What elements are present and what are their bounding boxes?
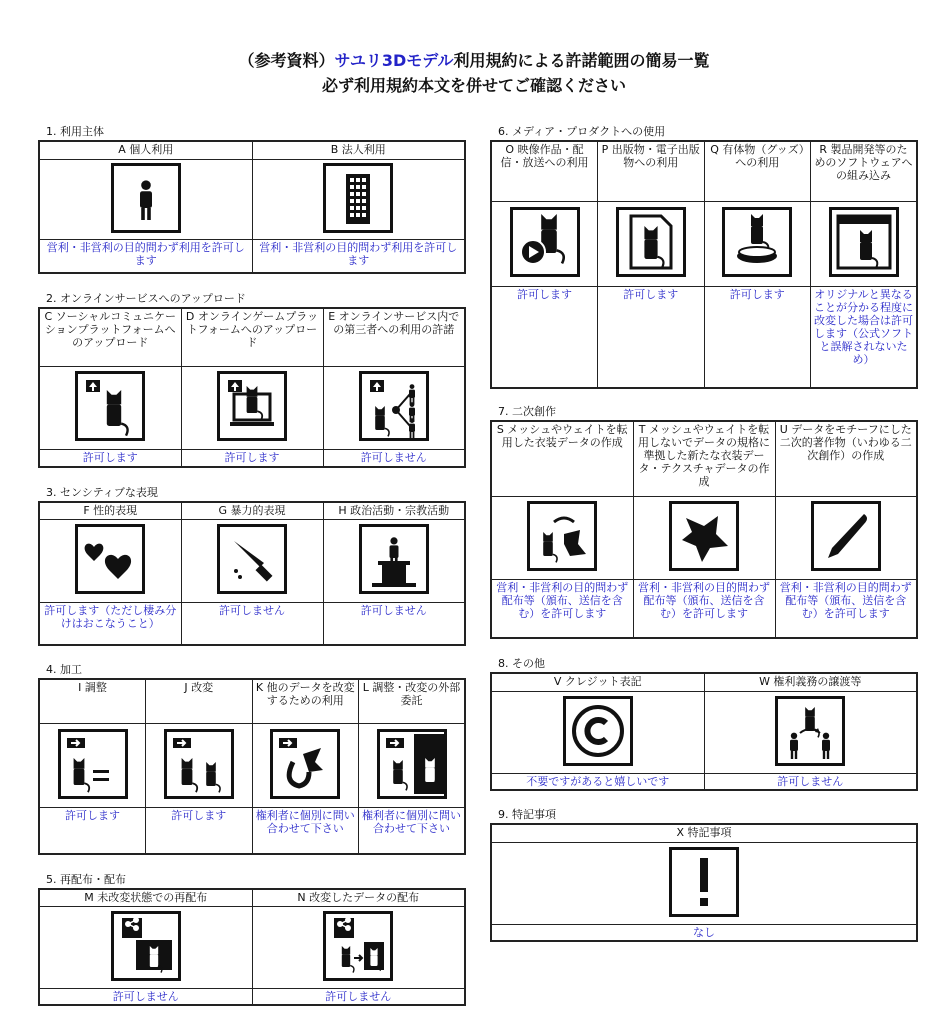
item-heading: B 法人利用 [252, 141, 465, 159]
item-heading: N 改変したデータの配布 [252, 889, 465, 906]
icon-row [39, 159, 465, 239]
item-heading: G 暴力的表現 [181, 502, 323, 519]
item-heading: A 個人利用 [39, 141, 252, 159]
result-row [39, 988, 465, 1005]
permission-result: 許可します [704, 286, 811, 388]
result-row [491, 924, 917, 941]
distribute-modified-icon [323, 911, 393, 981]
costume-new-icon [669, 501, 739, 571]
permission-result: 権利者に個別に問い合わせて下さい [359, 807, 466, 854]
permission-result: 営利・非営利の目的問わず配布等（頒布、送信を含む）を許可します [633, 579, 775, 638]
section-label: 7. 二次創作 [498, 405, 556, 418]
item-heading: P 出版物・電子出版物への利用 [598, 141, 705, 201]
item-heading: F 性的表現 [39, 502, 181, 519]
transfer-icon [775, 696, 845, 766]
section-label: 9. 特記事項 [498, 808, 556, 821]
item-heading: U データをモチーフにした二次的著作物（いわゆる二次創作）の作成 [775, 421, 917, 496]
permission-result: なし [491, 924, 917, 941]
permission-result: 許可しません [323, 449, 465, 467]
icon-row [39, 723, 465, 807]
permission-result: 許可しません [252, 988, 465, 1005]
item-heading: H 政治活動・宗教活動 [323, 502, 465, 519]
section-label: 8. その他 [498, 657, 545, 670]
header-row [39, 502, 465, 519]
section-label: 2. オンラインサービスへのアップロード [46, 292, 246, 305]
publication-icon [616, 207, 686, 277]
permission-result: 許可します [39, 449, 181, 467]
model-name: サユリ3Dモデル [334, 51, 454, 70]
result-row [39, 807, 465, 854]
copyright-icon [563, 696, 633, 766]
section-table [490, 140, 918, 389]
header-row [39, 308, 465, 366]
adjust-icon [58, 729, 128, 799]
section-label: 3. センシティブな表現 [46, 486, 158, 499]
section-table [38, 678, 466, 855]
header-row [491, 141, 917, 201]
item-heading: S メッシュやウェイトを転用した衣装データの作成 [491, 421, 633, 496]
result-row [491, 579, 917, 638]
permission-result: 許可しません [39, 988, 252, 1005]
result-row [39, 449, 465, 467]
permission-result: オリジナルと異なることが分かる程度に改変した場合は許可します（公式ソフトと誤解されないため） [811, 286, 918, 388]
item-heading: M 未改変状態での再配布 [39, 889, 252, 906]
section-4 [38, 662, 466, 855]
item-heading: O 映像作品・配信・放送への利用 [491, 141, 598, 201]
header-row [39, 679, 465, 723]
permission-result: 許可します [146, 807, 253, 854]
permission-result: 営利・非営利の目的問わず利用を許可します [39, 239, 252, 273]
permission-result: 許可します [598, 286, 705, 388]
pen-icon [811, 501, 881, 571]
section-label: 5. 再配布・配布 [46, 873, 126, 886]
hearts-icon [75, 524, 145, 594]
costume-reuse-icon [527, 501, 597, 571]
section-table [490, 823, 918, 942]
item-heading: L 調整・改変の外部委託 [359, 679, 466, 723]
icon-row [39, 906, 465, 988]
item-heading: Q 有体物（グッズ）への利用 [704, 141, 811, 201]
upload-sns-icon [75, 371, 145, 441]
header-row [39, 889, 465, 906]
item-heading: X 特記事項 [491, 824, 917, 842]
permission-result: 許可します [39, 807, 146, 854]
exclamation-icon [669, 847, 739, 917]
section-label: 4. 加工 [46, 663, 82, 676]
permission-result: 権利者に個別に問い合わせて下さい [252, 807, 359, 854]
reuse-data-icon [270, 729, 340, 799]
permission-result: 許可します [181, 449, 323, 467]
section-table [490, 672, 918, 791]
header-row [39, 141, 465, 159]
building-icon [323, 163, 393, 233]
section-6 [490, 124, 918, 389]
software-icon [829, 207, 899, 277]
permission-result: 営利・非営利の目的問わず配布等（頒布、送信を含む）を許可します [775, 579, 917, 638]
result-row [491, 286, 917, 388]
section-2 [38, 291, 466, 468]
section-3 [38, 485, 466, 646]
header-row [491, 824, 917, 842]
item-heading: I 調整 [39, 679, 146, 723]
podium-icon [359, 524, 429, 594]
modify-icon [164, 729, 234, 799]
item-heading: D オンラインゲームプラットフォームへのアップロード [181, 308, 323, 366]
section-9 [490, 807, 918, 942]
item-heading: R 製品開発等のためのソフトウェアへの組み込み [811, 141, 918, 201]
section-table [490, 420, 918, 639]
section-label: 6. メディア・プロダクトへの使用 [498, 125, 666, 138]
share-network-icon [359, 371, 429, 441]
icon-row [491, 842, 917, 924]
section-table [38, 307, 466, 468]
section-5 [38, 872, 466, 1006]
section-table [38, 140, 466, 274]
icon-row [39, 366, 465, 449]
section-table [38, 888, 466, 1006]
item-heading: V クレジット表記 [491, 673, 704, 691]
item-heading: J 改変 [146, 679, 253, 723]
page-title: （参考資料）サユリ3Dモデル利用規約による許諾範囲の簡易一覧 [238, 51, 710, 70]
icon-row [491, 496, 917, 579]
icon-row [491, 691, 917, 773]
goods-icon [722, 207, 792, 277]
header-row [491, 673, 917, 691]
permission-result: 許可します [491, 286, 598, 388]
section-table [38, 501, 466, 646]
person-icon [111, 163, 181, 233]
item-heading: C ソーシャルコミュニケーションプラットフォームへのアップロード [39, 308, 181, 366]
icon-row [39, 519, 465, 602]
item-heading: K 他のデータを改変するための利用 [252, 679, 359, 723]
result-row [39, 602, 465, 645]
result-row [39, 239, 465, 273]
permission-result: 許可します（ただし棲み分けはおこなうこと） [39, 602, 181, 645]
header-row [491, 421, 917, 496]
upload-game-icon [217, 371, 287, 441]
page-subtitle: 必ず利用規約本文を併せてご確認ください [321, 76, 626, 95]
permission-result: 不要ですがあると嬉しいです [491, 773, 704, 790]
permission-result: 許可しません [323, 602, 465, 645]
redistribute-icon [111, 911, 181, 981]
item-heading: T メッシュやウェイトを転用しないでデータの規格に準拠した新たな衣装データ・テクスチャデータの作成 [633, 421, 775, 496]
section-7 [490, 404, 918, 639]
permission-result: 営利・非営利の目的問わず配布等（頒布、送信を含む）を許可します [491, 579, 633, 638]
item-heading: E オンラインサービス内での第三者への利用の許諾 [323, 308, 465, 366]
section-1 [38, 124, 466, 274]
permission-result: 許可しません [704, 773, 917, 790]
result-row [491, 773, 917, 790]
knife-icon [217, 524, 287, 594]
video-icon [510, 207, 580, 277]
section-8 [490, 656, 918, 791]
section-label: 1. 利用主体 [46, 125, 104, 138]
permission-result: 許可しません [181, 602, 323, 645]
item-heading: W 権利義務の譲渡等 [704, 673, 917, 691]
outsource-icon [377, 729, 447, 799]
icon-row [491, 201, 917, 286]
permission-result: 営利・非営利の目的問わず利用を許可します [252, 239, 465, 273]
